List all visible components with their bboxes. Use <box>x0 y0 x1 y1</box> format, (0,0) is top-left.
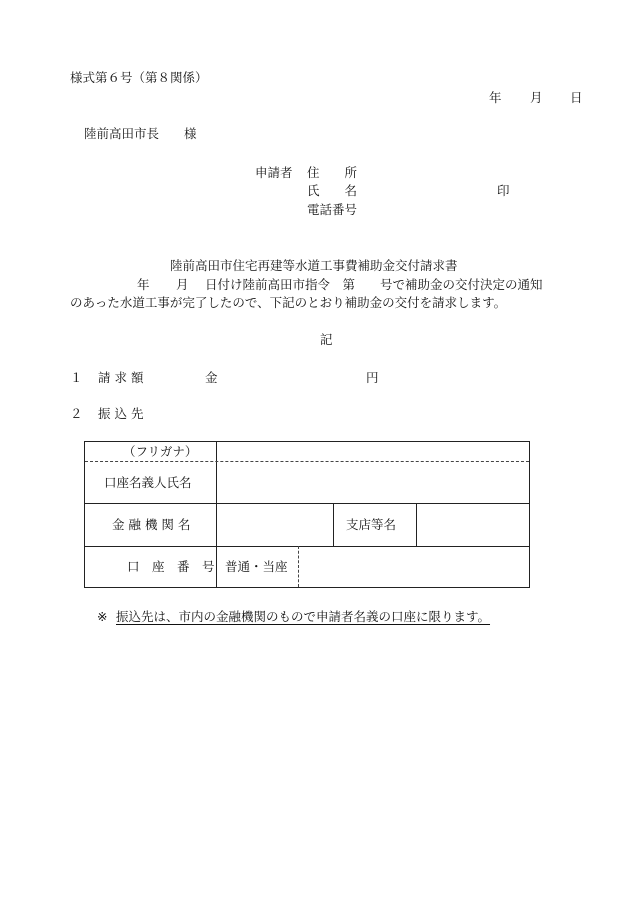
name-label: 氏 名 <box>307 183 358 198</box>
account-type-divider <box>298 546 299 587</box>
date-day-label: 日 <box>570 90 583 105</box>
row-divider-2 <box>85 546 529 547</box>
addressee: 陸前高田市長 様 <box>84 126 197 141</box>
form-number: 様式第６号（第８関係） <box>70 70 208 85</box>
document-title: 陸前高田市住宅再建等水道工事費補助金交付請求書 <box>170 258 458 273</box>
body-year: 年 <box>137 277 150 292</box>
branch-name-label: 支店等名 <box>346 517 397 532</box>
note-text: 振込先は、市内の金融機関のもので申請者名義の口座に限ります。 <box>116 609 491 624</box>
account-number-label: 口 座 番 号 <box>127 559 215 574</box>
item1-number: １ <box>70 370 83 385</box>
account-holder-label: 口座名義人氏名 <box>104 475 192 490</box>
applicant-label: 申請者 <box>255 165 293 180</box>
account-type-options: 普通・当座 <box>225 559 288 574</box>
account-label-divider <box>216 546 217 587</box>
item1-label: 請 求 額 <box>98 370 144 385</box>
amount-prefix: 金 <box>205 370 218 385</box>
furigana-label: （フリガナ） <box>123 444 198 459</box>
label-column-divider <box>216 442 217 547</box>
furigana-divider <box>85 461 529 462</box>
date-month-label: 月 <box>530 90 543 105</box>
bank-branch-divider <box>333 503 334 546</box>
item2-label: 振 込 先 <box>98 406 144 421</box>
bank-transfer-table <box>84 441 530 588</box>
address-label: 住 所 <box>307 165 358 180</box>
phone-label: 電話番号 <box>307 202 358 217</box>
body-line2-text: のあった水道工事が完了したので、下記のとおり補助金の交付を請求します。 <box>70 295 507 310</box>
row-divider-1 <box>85 503 529 504</box>
note-mark: ※ <box>97 609 108 624</box>
body-month: 月 <box>176 277 189 292</box>
body-line1-text: 日付け陸前高田市指令 第 号で補助金の交付決定の通知 <box>205 277 543 292</box>
bank-name-label: 金 融 機 関 名 <box>112 517 191 532</box>
seal-mark: 印 <box>497 183 510 198</box>
amount-suffix: 円 <box>366 370 379 385</box>
item2-number: ２ <box>70 406 83 421</box>
ki-heading: 記 <box>320 332 333 347</box>
branch-value-divider <box>416 503 417 546</box>
date-year-label: 年 <box>489 90 502 105</box>
